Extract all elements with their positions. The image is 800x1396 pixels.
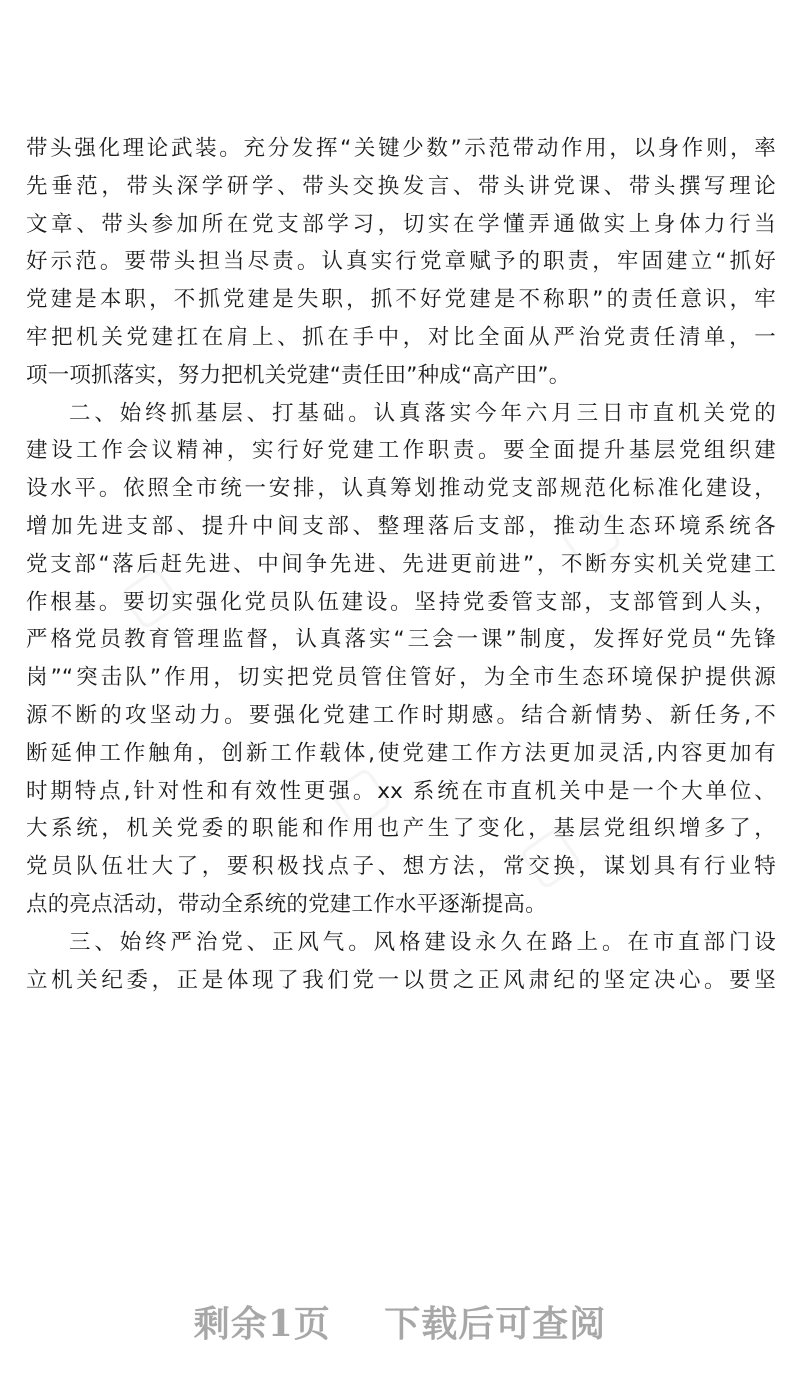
watermark-mark: ▢: [545, 490, 632, 580]
text-line: 三、始终严治党、正风气。风格建设永久在路上。在市直部门设: [69, 929, 776, 955]
remaining-pages-label: 剩余1页: [193, 1303, 331, 1345]
text-line: 党员队伍壮大了，要积极找点子、想方法，常交换，谋划具有行业特: [26, 854, 776, 880]
watermark-mark: ▢: [505, 810, 592, 900]
text-line: 带头强化理论武装。充分发挥“关键少数”示范带动作用，以身作则，率: [26, 136, 776, 161]
text-line: 牢把机关党建扛在肩上、抓在手中，对比全面从严治党责任清单，一: [26, 324, 776, 350]
text-line: 设水平。依照全市统一安排，认真筹划推动党支部规范化标准化建设，: [26, 476, 776, 502]
document-body: [26, 130, 776, 999]
text-line: 建设工作会议精神，实行好党建工作职责。要全面提升基层党组织建: [26, 438, 776, 464]
text-line: 大系统，机关党委的职能和作用也产生了变化，基层党组织增多了，: [26, 816, 776, 842]
text-line: 作根基。要切实强化党员队伍建设。坚持党委管支部，支部管到人头，: [26, 589, 776, 615]
text-line: 文章、带头参加所在党支部学习，切实在学懂弄通做实上身体力行当: [26, 211, 776, 237]
text-line: 党建是本职，不抓党建是失职，抓不好党建是不称职”的责任意识，牢: [26, 287, 776, 313]
text-line: 点的亮点活动，带动全系统的党建工作水平逐渐提高。: [26, 891, 547, 917]
text-line: 先垂范，带头深学研学、带头交换发言、带头讲党课、带头撰写理论: [26, 173, 776, 199]
text-line: 岗”“突击队”作用，切实把党员管住管好，为全市生态环境保护提供源: [26, 665, 776, 691]
text-line: 断延伸工作触角，创新工作载体,使党建工作方法更加灵活,内容更加有: [26, 740, 776, 766]
watermark-mark: ▢: [315, 750, 402, 840]
text-line: 好示范。要带头担当尽责。认真实行党章赋予的职责，牢固建立“抓好: [26, 249, 776, 275]
download-prompt[interactable]: [0, 1296, 800, 1347]
text-line: 项一项抓落实，努力把机关党建“责任田”种成“高产田”。: [26, 362, 571, 388]
download-to-view-label: 下载后可查阅: [384, 1303, 607, 1345]
text-line: 立机关纪委，正是体现了我们党一以贯之正风肃纪的坚定决心。要坚: [26, 967, 776, 993]
text-line: 时期特点,针对性和有效性更强。xx 系统在市直机关中是一个大单位、: [26, 778, 776, 804]
text-line: 严格党员教育管理监督，认真落实“三会一课”制度，发挥好党员“先锋: [26, 627, 776, 653]
watermark-mark: ▢: [105, 550, 192, 640]
text-line: 党支部“落后赶先进、中间争先进、先进更前进”，不断夯实机关党建工: [26, 551, 776, 577]
text-line: 二、始终抓基层、打基础。认真落实今年六月三日市直机关党的: [69, 400, 776, 426]
text-line: 增加先进支部、提升中间支部、整理落后支部，推动生态环境系统各: [26, 513, 776, 539]
text-line: 源不断的攻坚动力。要强化党建工作时期感。结合新情势、新任务,不: [26, 702, 776, 728]
